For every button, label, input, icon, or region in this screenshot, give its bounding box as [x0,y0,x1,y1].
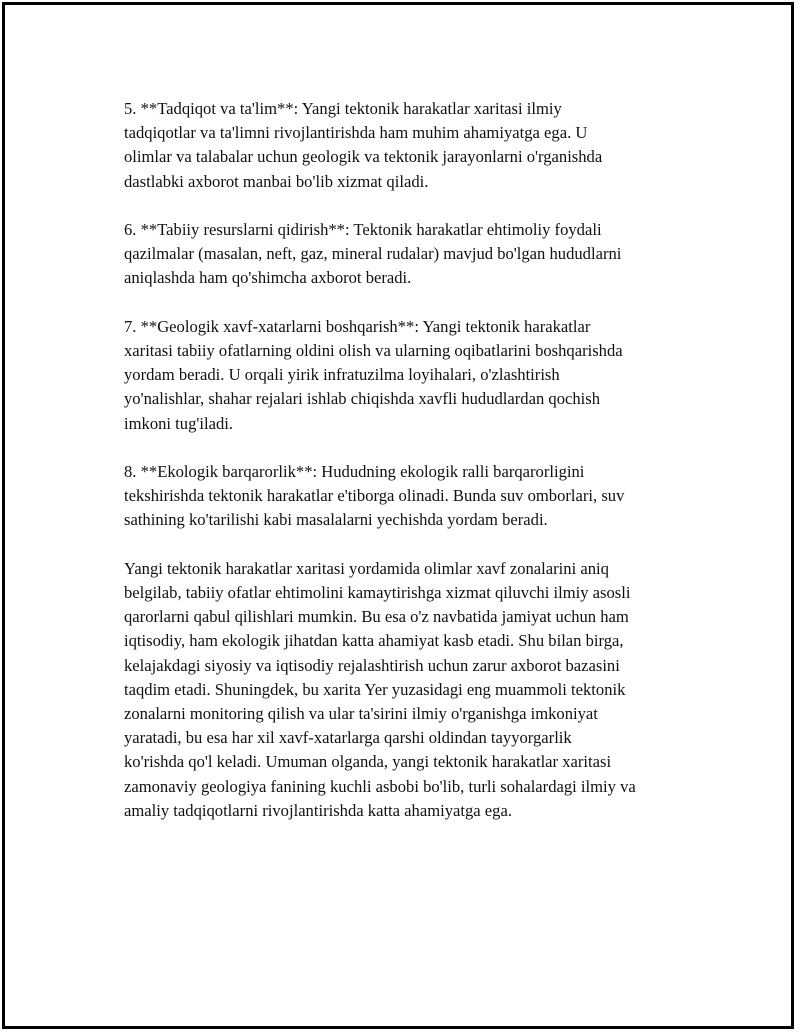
text-line: dastlabki axborot manbai bo'lib xizmat qiladi. [124,171,429,191]
text-line: belgilab, tabiiy ofatlar ehtimolini kamaytirishga xizmat qiluvchi ilmiy asosli [124,583,631,602]
text-line: tekshirishda tektonik harakatlar e'tiborga olinadi. Bunda suv omborlari, suv [124,486,625,506]
paragraph-natural-resources [124,218,704,291]
text-line: olimlar va talabalar uchun geologik va tektonik jarayonlarni o'rganishda [124,147,603,167]
text-line: amaliy tadqiqotlarni rivojlantirishda katta ahamiyatga ega. [124,800,512,820]
text-line: yordam beradi. U orqali yirik infratuzilma loyihalari, o'zlashtirish [124,365,560,385]
text-line: 7. **Geologik xavf-xatarlarni boshqarish**: Yangi tektonik harakatlar [124,316,591,336]
text-line: sathining ko'tarilishi kabi masalalarni yechishda yordam beradi. [124,510,548,530]
text-line: ko'rishda qo'l keladi. Umuman olganda, yangi tektonik harakatlar xaritasi [124,752,612,772]
text-line: tadqiqotlar va ta'limni rivojlantirishda ham muhim ahamiyatga ega. U [124,123,588,143]
text-line: imkoni tug'iladi. [124,413,234,433]
text-line: 6. **Tabiiy resurslarni qidirish**: Tektonik harakatlar ehtimoliy foydali [124,220,602,239]
text-line: xaritasi tabiiy ofatlarning oldini olish va ularning oqibatlarini boshqarishda [124,341,623,360]
text-line: yaratadi, bu esa har xil xavf-xatarlarga qarshi oldindan tayyorgarlik [124,728,572,748]
paragraph-research-education [124,97,704,194]
text-line: yo'nalishlar, shahar rejalari ishlab chiqishda xavfli hududlardan qochish [124,389,601,409]
paragraph-ecological-stability [124,460,704,533]
text-line: zonalarni monitoring qilish va ular ta'sirini ilmiy o'rganishga imkoniyat [124,704,598,724]
text-line: zamonaviy geologiya fanining kuchli asbobi bo'lib, turli sohalardagi ilmiy va [124,776,636,796]
text-line: iqtisodiy, ham ekologik jihatdan katta ahamiyat kasb etadi. Shu bilan birga, [124,631,624,651]
text-line: Yangi tektonik harakatlar xaritasi yordamida olimlar xavf zonalarini aniq [124,558,609,578]
page-frame [2,2,794,1029]
text-line: 8. **Ekologik barqarorlik**: Hududning ekologik ralli barqarorligini [124,462,585,481]
text-line: aniqlashda ham qo'shimcha axborot beradi. [124,268,412,288]
text-line: taqdim etadi. Shuningdek, bu xarita Yer yuzasidagi eng muammoli tektonik [124,679,626,699]
paragraph-conclusion [124,557,704,823]
text-line: 5. **Tadqiqot va ta'lim**: Yangi tektonik harakatlar xaritasi ilmiy [124,99,562,118]
text-line: kelajakdagi siyosiy va iqtisodiy rejalashtirish uchun zarur axborot bazasini [124,655,620,675]
text-line: qarorlarni qabul qilishlari mumkin. Bu esa o'z navbatida jamiyat uchun ham [124,607,629,627]
text-line: qazilmalar (masalan, neft, gaz, mineral rudalar) mavjud bo'lgan hududlarni [124,244,622,264]
document-body [124,97,704,823]
paragraph-geologic-hazards [124,315,704,436]
